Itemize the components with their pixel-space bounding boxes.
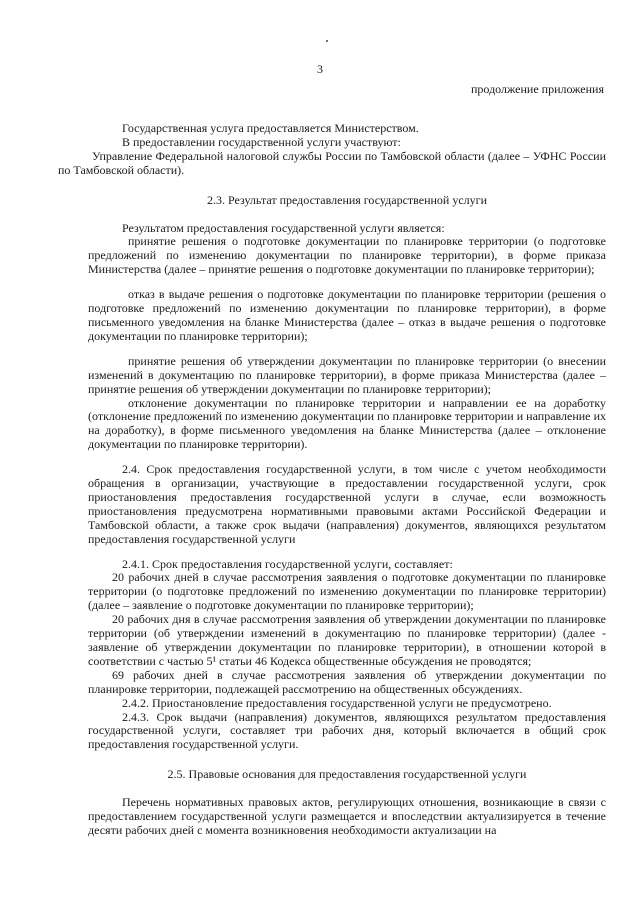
term-item: 20 рабочих дня в случае рассмотрения заявления об утверждении документации по планировке территории (об утверждении изменений в документацию по планировке территории) (далее - заявление об утверждении документации по планировке территории), в отношении которой в соответствии с частью 5¹ статьи 46 Кодекса общественные обсуждения не проводятся;	[88, 612, 606, 668]
continuation-note: продолжение приложения	[471, 82, 604, 96]
intro-line-3: Управление Федеральной налоговой службы России по Тамбовской области (далее – УФНС России по Тамбовской области).	[58, 148, 606, 177]
section-2-4-1: 2.4.1. Срок предоставления государственной услуги, составляет:	[122, 556, 453, 571]
result-item: отказ в выдаче решения о подготовке документации по планировке территории (решения о подготовке предложений по изменению документации по планировке территории), в форме письменного уведомления на бланке Министерства (далее – отказ в выдаче решения о подготовке документации по планировке территории);	[88, 287, 606, 343]
section-2-4-heading: 2.4. Срок предоставления государственной услуги, в том числе с учетом необходимости обращения в организации, участвующие в предоставлении государственной услуги, срок приостановления предоставления государственной услуги в случае, если возможность приостановления предусмотрена нормативными правовыми актами Российской Федерации и Тамбовской области, а также срок выдачи (направления) документов, являющихся результатом предоставления государственной услуги	[88, 462, 606, 546]
intro-line-2: В предоставлении государственной услуги участвуют:	[122, 134, 401, 149]
section-2-3-heading: 2.3. Результат предоставления государственной услуги	[206, 192, 487, 207]
page-number: 3	[317, 62, 323, 76]
section-2-5-heading: 2.5. Правовые основания для предоставления государственной услуги	[167, 767, 527, 782]
result-item: отклонение документации по планировке территории и направлении ее на доработку (отклонение предложений по изменению документации по планировке территории и направление их на доработку), в форме письменного уведомления на бланке Министерства (далее – отклонение документации по планировке территории).	[88, 395, 606, 452]
result-item: принятие решения об утверждении документации по планировке территории (о внесении изменений в документацию по планировке территории), в форме приказа Министерства (далее – принятие решения об утверждении документации по планировке территории);	[88, 353, 606, 396]
term-item: 20 рабочих дней в случае рассмотрения заявления о подготовке документации по планировке территории (о подготовке предложений по изменению документации по планировке территории) (далее – заявление о подготовке документации по планировке территории);	[88, 570, 606, 613]
section-2-5-paragraph: Перечень нормативных правовых актов, регулирующих отношения, возникающие в связи с предоставлением государственной услуги размещается и впоследствии актуализируется в течение десяти рабочих дней с момента возникновения необходимости актуализации на	[88, 795, 606, 837]
result-item: принятие решения о подготовке документации по планировке территории (о подготовке предложений по изменению документации по планировке территории), в форме приказа Министерства (далее – принятие решения о подготовке документации по планировке территории);	[88, 234, 606, 277]
scan-speck	[326, 40, 328, 42]
term-item: 69 рабочих дней в случае рассмотрения заявления об утверждении документации по планировке территории, подлежащей рассмотрению на общественных обсуждениях.	[88, 667, 606, 696]
section-2-4-3: 2.4.3. Срок выдачи (направления) документов, являющихся результатом предоставления государственной услуги, составляет три рабочих дня, который включается в общий срок предоставления государственной услуги.	[88, 709, 606, 752]
section-2-4-2: 2.4.2. Приостановление предоставления государственной услуги не предусмотрено.	[122, 695, 552, 710]
intro-line-1: Государственная услуга предоставляется Министерством.	[122, 121, 419, 135]
section-2-3-lead: Результатом предоставления государственной услуги является:	[122, 220, 445, 235]
document-body	[58, 121, 606, 838]
